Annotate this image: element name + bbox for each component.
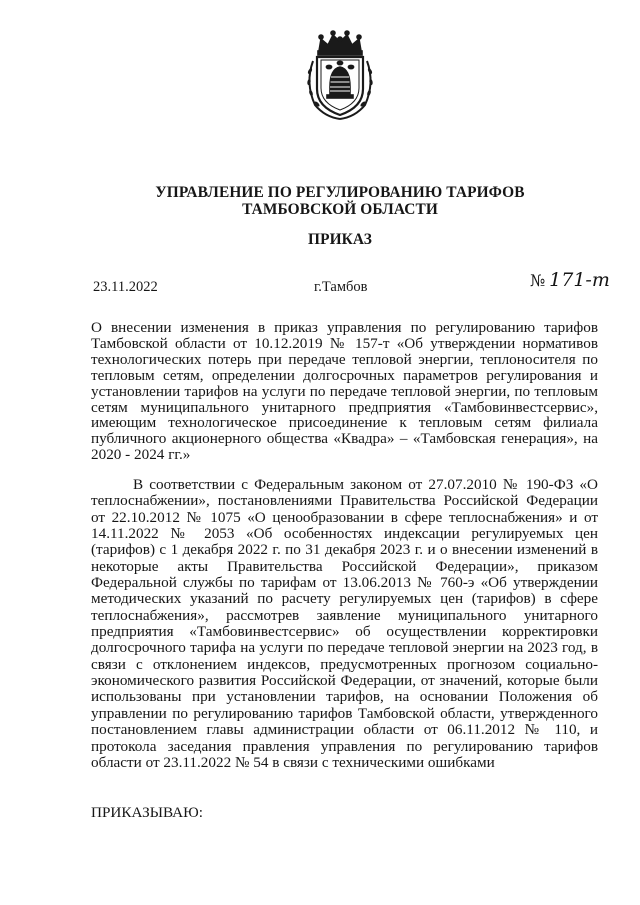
- organization-title-line1: УПРАВЛЕНИЕ ПО РЕГУЛИРОВАНИЮ ТАРИФОВ: [155, 184, 525, 201]
- document-city: г.Тамбов: [314, 279, 368, 295]
- number-sign: №: [530, 271, 546, 290]
- organization-title-line2: ТАМБОВСКОЙ ОБЛАСТИ: [242, 201, 438, 218]
- order-directive: ПРИКАЗЫВАЮ:: [91, 804, 203, 821]
- handwritten-number: 171-т: [549, 269, 610, 291]
- order-preamble: В соответствии с Федеральным законом от 27.07.2010 № 190-ФЗ «О теплоснабжении», постановлениями Правительства Российской Федерации от 22.10.2012 № 1075 «О ценообразовании в сфере теплоснабжения» и от 14.11.2022 № 2053 «Об особенностях индексации регулируемых цен (тарифов) с 1 декабря 2022 г. по 31 декабря 2023 г. и о внесении изменений в некоторые акты Правительства Российской Федерации», приказом Федеральной службы по тарифам от 13.06.2013 № 760-э «Об утверждении методических указаний по расчету регулируемых цен (тарифов) в сфере теплоснабжения», рассмотрев заявление муниципального унитарного предприятия «Тамбовинвестсервис» об осуществлении корректировки долгосрочного тарифа на услуги по передаче тепловой энергии на 2023 год, в связи с отклонением индексов, предусмотренных прогнозом социально-экономического развития Российской Федерации, от значений, которые были использованы при установлении тарифов, на основании Положения об управлении по регулированию тарифов Тамбовской области, утвержденного постановлением главы администрации области от 06.11.2012 № 110, и протокола заседания правления управления по регулированию тарифов области от 23.11.2022 № 54 в связи с техническими ошибками: [91, 476, 598, 771]
- document-type: ПРИКАЗ: [308, 231, 372, 248]
- document-date: 23.11.2022: [93, 279, 158, 295]
- document-number: [530, 269, 610, 291]
- order-subject: О внесении изменения в приказ управления по регулированию тарифов Тамбовской области от 10.12.2019 № 157-т «Об утверждении нормативов технологических потерь при передаче тепловой энергии, теплоносителя по тепловым сетям, определении долгосрочных параметров регулирования и установлении тарифов на услуги по передаче тепловой энергии, по тепловым сетям муниципального унитарного предприятия «Тамбовинвестсервис», имеющим технологическое присоединение к тепловым сетям филиала публичного акционерного общества «Квадра» – «Тамбовская генерация», на 2020 - 2024 гг.»: [91, 319, 598, 464]
- tambov-coat-of-arms-icon: [297, 27, 383, 121]
